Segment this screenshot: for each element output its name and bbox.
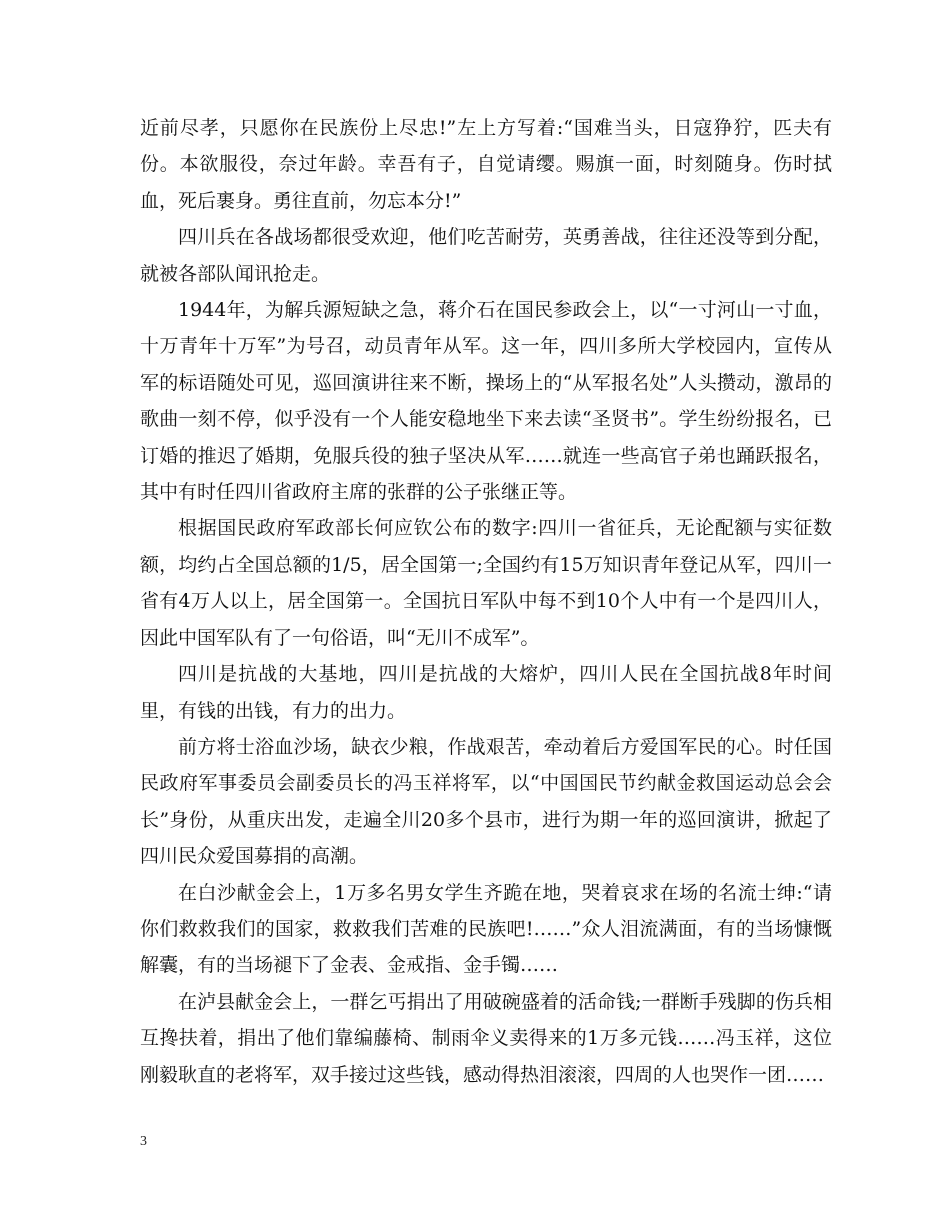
page-number: 3 xyxy=(140,1134,147,1149)
document-body xyxy=(140,110,832,1093)
paragraph: 四川兵在各战场都很受欢迎，他们吃苦耐劳，英勇善战，往往还没等到分配，就被各部队闻讯抢走。 xyxy=(140,226,832,285)
paragraph-continuation: 近前尽孝，只愿你在民族份上尽忠!”左上方写着:“国难当头，日寇狰狞，匹夫有份。本欲服役，奈过年龄。幸吾有子，自觉请缨。赐旗一面，时刻随身。伤时拭血，死后裹身。勇往直前，勿忘本分!” xyxy=(140,117,832,212)
paragraph: 在白沙献金会上，1万多名男女学生齐跪在地，哭着哀求在场的名流士绅:“请你们救救我们的国家，救救我们苦难的民族吧!……”众人泪流满面，有的当场慷慨解囊，有的当场褪下了金表、金戒指、金手镯…… xyxy=(140,881,832,977)
paragraph: 四川是抗战的大基地，四川是抗战的大熔炉，四川人民在全国抗战8年时间里，有钱的出钱，有力的出力。 xyxy=(140,663,832,722)
paragraph: 1944年，为解兵源短缺之急，蒋介石在国民参政会上，以“一寸河山一寸血，十万青年十万军”为号召，动员青年从军。这一年，四川多所大学校园内，宣传从军的标语随处可见，巡回演讲往来不断，操场上的“从军报名处”人头攒动，激昂的歌曲一刻不停，似乎没有一个人能安稳地坐下来去读“圣贤书”。学生纷纷报名，已订婚的推迟了婚期，免服兵役的独子坚决从军……就连一些高官子弟也踊跃报名，其中有时任四川省政府主席的张群的公子张继正等。 xyxy=(140,299,832,504)
paragraph: 根据国民政府军政部长何应钦公布的数字:四川一省征兵，无论配额与实征数额，均约占全国总额的1/5，居全国第一;全国约有15万知识青年登记从军，四川一省有4万人以上，居全国第一。全国抗日军队中每不到10个人中有一个是四川人，因此中国军队有了一句俗语，叫“无川不成军”。 xyxy=(140,517,832,649)
paragraph: 前方将士浴血沙场，缺衣少粮，作战艰苦，牵动着后方爱国军民的心。时任国民政府军事委员会副委员长的冯玉祥将军，以“中国国民节约献金救国运动总会会长”身份，从重庆出发，走遍全川20多个县市，进行为期一年的巡回演讲，掀起了四川民众爱国募捐的高潮。 xyxy=(140,735,832,868)
paragraph: 在泸县献金会上，一群乞丐捐出了用破碗盛着的活命钱;一群断手残脚的伤兵相互搀扶着，捐出了他们靠编藤椅、制雨伞义卖得来的1万多元钱……冯玉祥，这位刚毅耿直的老将军，双手接过这些钱，感动得热泪滚滚，四周的人也哭作一团…… xyxy=(140,990,832,1086)
